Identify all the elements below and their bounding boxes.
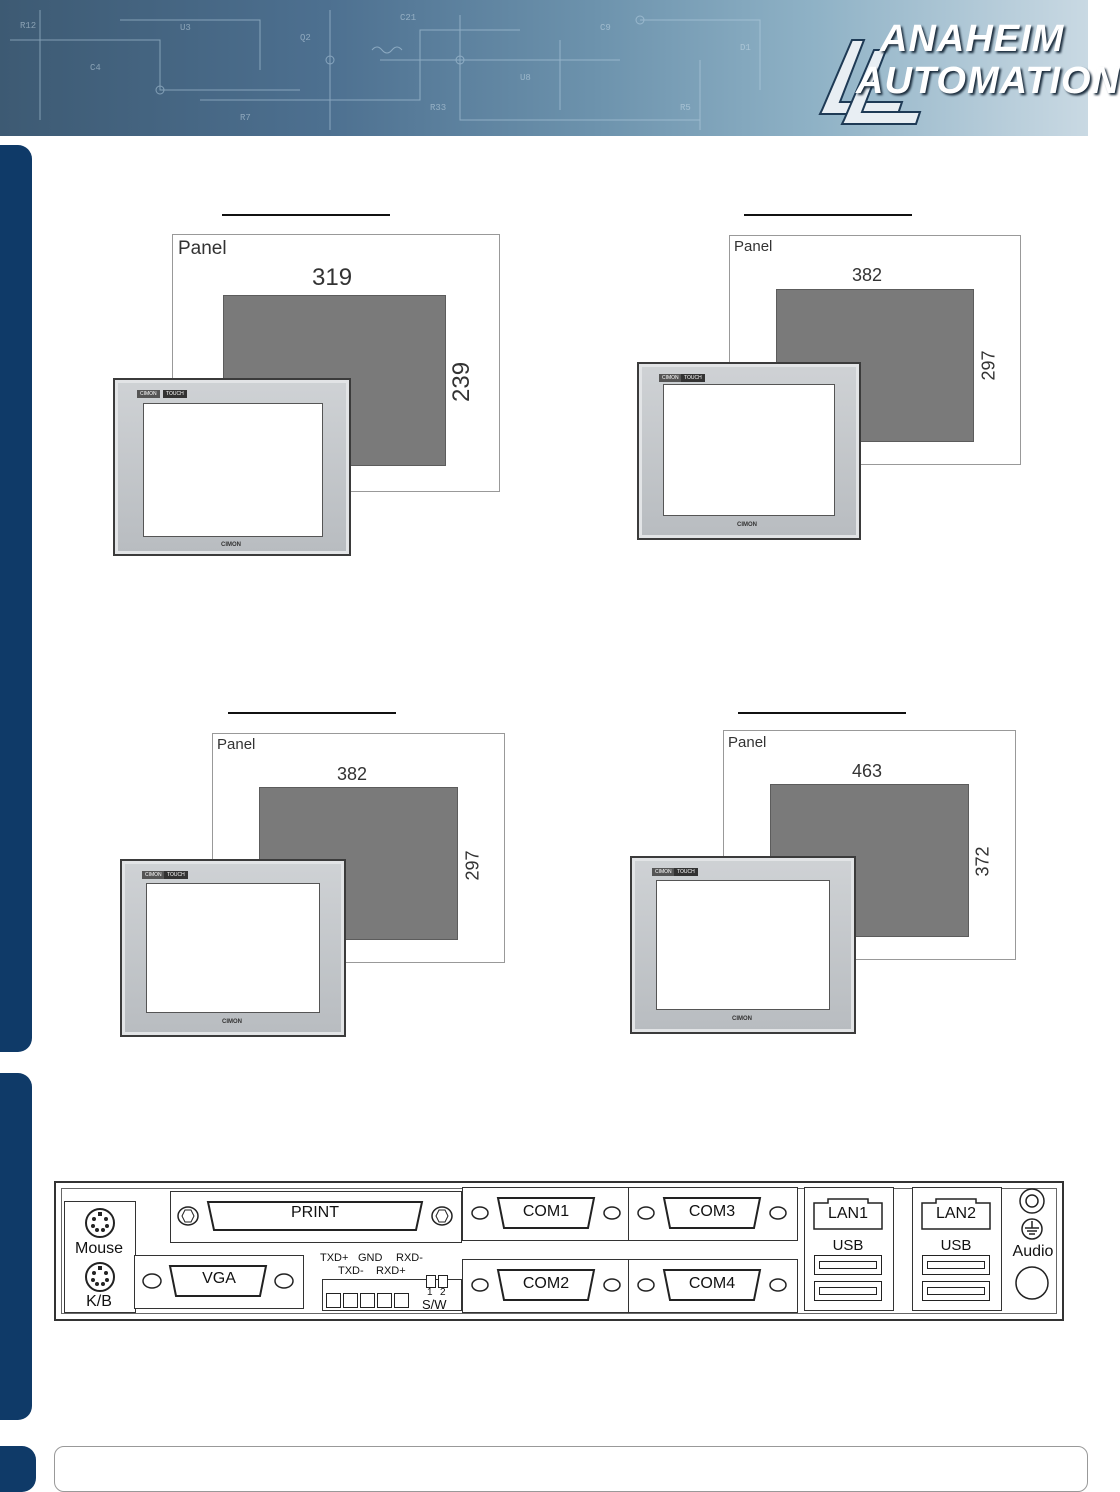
rear-io-panel — [54, 1181, 1064, 1321]
footer-bar — [54, 1446, 1088, 1492]
cutout-height: 297 — [462, 850, 483, 881]
cutout-height: 297 — [978, 350, 999, 381]
logo-line1: ANAHEIM — [880, 18, 1065, 60]
svg-text:R5: R5 — [680, 103, 691, 113]
hmi-screen — [663, 384, 835, 516]
txd-plus-label: TXD+ — [320, 1252, 349, 1264]
svg-text:C21: C21 — [400, 13, 417, 23]
lan1-label: LAN1 — [827, 1205, 869, 1222]
hmi-brand: CIMON — [652, 868, 675, 876]
hmi-brand-touch: TOUCH — [681, 374, 705, 382]
cutout-width: 382 — [852, 265, 883, 285]
hmi-screen — [656, 880, 830, 1010]
mouse-label: Mouse — [74, 1240, 124, 1257]
page-number-tab — [0, 1446, 36, 1492]
figure-title-underline — [744, 214, 912, 216]
usb2-label: USB — [940, 1237, 972, 1254]
panel-label: Panel — [728, 734, 767, 751]
header-banner — [0, 0, 1120, 136]
cutout-width: 319 — [312, 264, 353, 291]
usb2-port-b — [922, 1281, 990, 1301]
sw-1-label: 1 — [427, 1287, 433, 1298]
svg-text:R7: R7 — [240, 113, 251, 123]
anaheim-automation-logo — [792, 10, 1120, 128]
hmi-device — [637, 362, 861, 540]
svg-text:C9: C9 — [600, 23, 611, 33]
sw-label: S/W — [422, 1297, 447, 1312]
hmi-device — [120, 859, 346, 1037]
usb1-label: USB — [832, 1237, 864, 1254]
hmi-screen — [146, 883, 320, 1013]
hmi-screen — [143, 403, 323, 537]
print-label: PRINT — [291, 1204, 339, 1221]
hmi-footer-logo: CIMON — [222, 1019, 242, 1025]
com1-label: COM1 — [522, 1203, 570, 1220]
hmi-footer-logo: CIMON — [732, 1016, 752, 1022]
com4-label: COM4 — [688, 1275, 736, 1292]
rxd-plus-label: RXD+ — [376, 1265, 406, 1277]
svg-text:R33: R33 — [430, 103, 447, 113]
cutout-height: 239 — [448, 361, 475, 402]
svg-text:Q2: Q2 — [300, 33, 311, 43]
gnd-label: GND — [358, 1252, 383, 1264]
audio-label: Audio — [1012, 1243, 1054, 1260]
panel-label: Panel — [178, 238, 227, 259]
hmi-footer-logo: CIMON — [221, 542, 241, 548]
side-tab-upper — [0, 145, 32, 1052]
vga-label: VGA — [202, 1270, 236, 1287]
hmi-brand-touch: TOUCH — [163, 390, 187, 398]
cutout-width: 463 — [852, 761, 883, 781]
svg-text:R12: R12 — [20, 21, 37, 31]
usb1-port-a — [814, 1255, 882, 1275]
terminal-pins — [326, 1293, 412, 1307]
hmi-brand: CIMON — [137, 390, 160, 398]
ground-icon — [1020, 1217, 1044, 1241]
rxd-minus-label: RXD- — [396, 1252, 423, 1264]
circuit-background — [0, 0, 800, 136]
svg-text:D1: D1 — [740, 43, 751, 53]
com3-label: COM3 — [688, 1203, 736, 1220]
audio-jack — [1014, 1265, 1050, 1301]
hmi-brand-touch: TOUCH — [164, 871, 188, 879]
svg-text:C4: C4 — [90, 63, 101, 73]
figure-title-underline — [228, 712, 396, 714]
com2-label: COM2 — [522, 1275, 570, 1292]
hmi-device — [113, 378, 351, 556]
panel-label: Panel — [217, 736, 256, 753]
logo-line2: AUTOMATION — [856, 60, 1120, 102]
usb1-port-b — [814, 1281, 882, 1301]
power-jack-icon — [1014, 1187, 1050, 1217]
hmi-brand: CIMON — [142, 871, 165, 879]
txd-minus-label: TXD- — [338, 1265, 364, 1277]
cutout-width: 382 — [337, 764, 368, 784]
panel-label: Panel — [734, 238, 773, 255]
svg-text:U3: U3 — [180, 23, 191, 33]
keyboard-ps2-connector — [84, 1261, 116, 1293]
usb2-port-a — [922, 1255, 990, 1275]
lan2-label: LAN2 — [935, 1205, 977, 1222]
hmi-brand: CIMON — [659, 374, 682, 382]
side-tab-lower — [0, 1073, 32, 1420]
figure-title-underline — [738, 712, 906, 714]
hmi-brand-touch: TOUCH — [674, 868, 698, 876]
svg-text:U8: U8 — [520, 73, 531, 83]
mouse-ps2-connector — [84, 1207, 116, 1239]
figure-title-underline — [222, 214, 390, 216]
sw-2-label: 2 — [440, 1287, 446, 1298]
hmi-device — [630, 856, 856, 1034]
cutout-height: 372 — [972, 846, 993, 877]
hmi-footer-logo: CIMON — [737, 522, 757, 528]
kb-label: K/B — [86, 1293, 112, 1310]
